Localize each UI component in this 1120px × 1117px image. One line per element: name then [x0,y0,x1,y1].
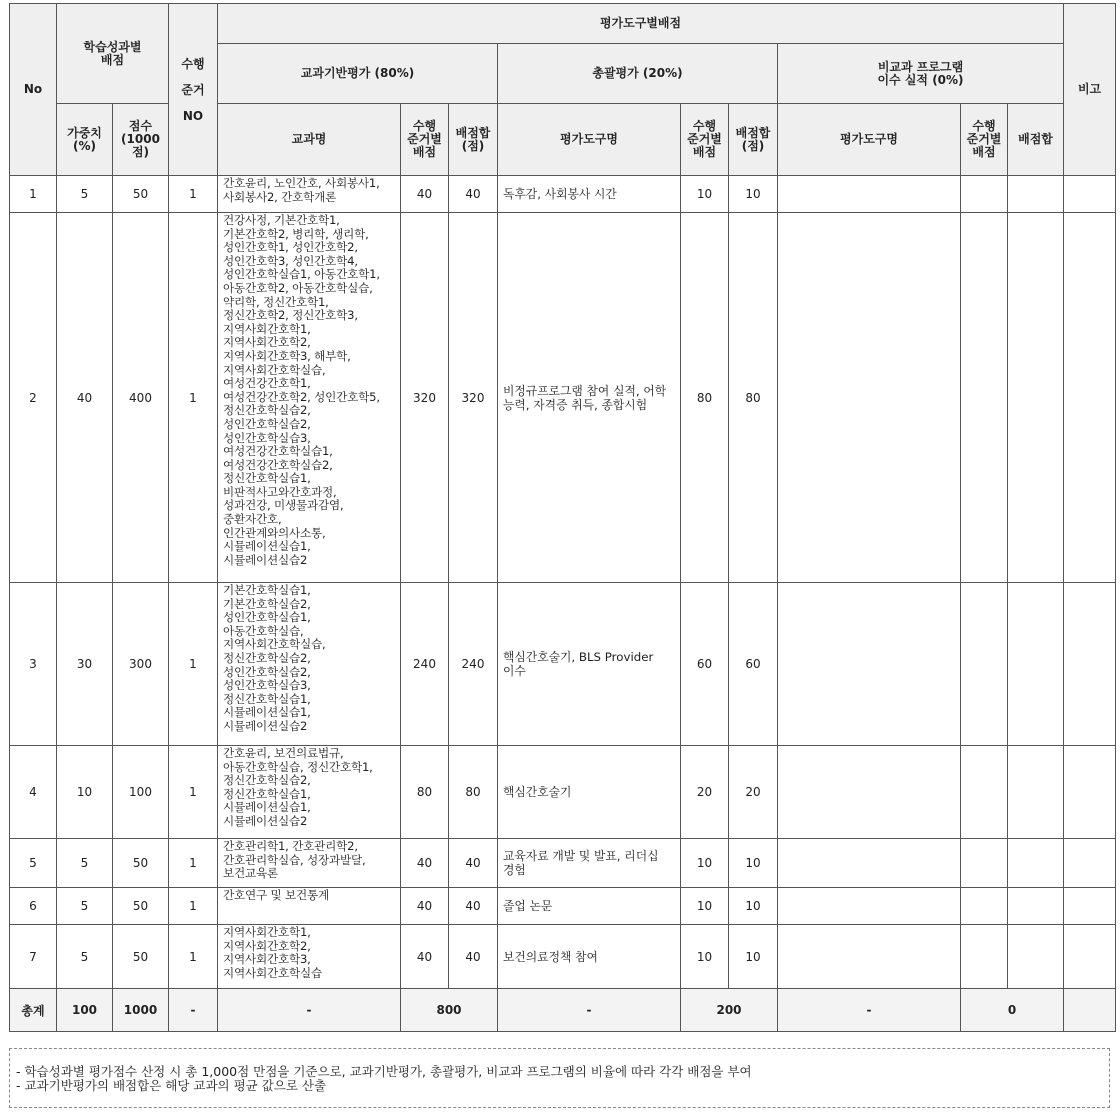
row-weight: 5 [57,839,113,888]
row-score: 50 [113,176,169,213]
row-comp-criteria-alloc: 10 [681,888,729,925]
row-nonsubject-criteria-alloc [961,925,1008,989]
header-nonsubject-tool-name: 평가도구명 [778,104,961,176]
row-comp-alloc-sum: 80 [729,213,778,583]
row-subjects: 간호윤리, 보건의료법규, 아동간호학실습, 정신간호학1, 정신간호학실습2, 정신간호학실습1, 시뮬레이션실습1, 시뮬레이션실습2 [218,746,401,839]
table-row [10,213,1116,583]
row-comp-alloc-sum: 10 [729,839,778,888]
row-no: 3 [10,583,57,746]
row-criteria-no: 1 [169,839,218,888]
row-score: 50 [113,925,169,989]
header-course-eval: 교과기반평가 (80%) [218,44,498,104]
footnote-line: - 학습성과별 평가점수 산정 시 총 1,000점 만점을 기준으로, 교과기반평가, 총괄평가, 비교과 프로그램의 비율에 따라 각각 배점을 부여 [16,1064,752,1079]
row-comp-alloc-sum: 10 [729,176,778,213]
row-nonsubject-tool-name [778,925,961,989]
row-criteria-no: 1 [169,746,218,839]
row-weight: 40 [57,213,113,583]
row-course-criteria-alloc: 40 [401,925,449,989]
total-nonsubject-sum: 0 [961,989,1064,1032]
header-remarks: 비고 [1064,4,1116,176]
row-nonsubject-alloc-sum [1008,839,1064,888]
header-learning-score-alloc: 학습성과별 배점 [57,4,169,104]
row-score: 50 [113,888,169,925]
header-criteria-no: 수행 준거 NO [169,4,218,176]
row-subjects: 지역사회간호학1, 지역사회간호학2, 지역사회간호학3, 지역사회간호학실습 [218,925,401,989]
row-comp-criteria-alloc: 80 [681,213,729,583]
row-weight: 5 [57,176,113,213]
row-comp-criteria-alloc: 10 [681,839,729,888]
row-criteria-no: 1 [169,925,218,989]
row-nonsubject-criteria-alloc [961,888,1008,925]
row-course-alloc-sum: 40 [449,839,498,888]
row-comp-tool-name: 교육자료 개발 및 발표, 리더십 경험 [498,839,681,888]
header-score: 점수 (1000점) [113,104,169,176]
header-weight: 가중치 (%) [57,104,113,176]
row-comp-alloc-sum: 10 [729,888,778,925]
total-nonsubject-tool: - [778,989,961,1032]
row-score: 50 [113,839,169,888]
header-no: No [10,4,57,176]
table-row [10,746,1116,839]
header-course-name: 교과명 [218,104,401,176]
row-course-criteria-alloc: 40 [401,888,449,925]
row-comp-criteria-alloc: 10 [681,925,729,989]
row-comp-alloc-sum: 60 [729,583,778,746]
row-weight: 5 [57,925,113,989]
row-score: 100 [113,746,169,839]
row-nonsubject-alloc-sum [1008,176,1064,213]
row-comp-alloc-sum: 20 [729,746,778,839]
total-criteria: - [169,989,218,1032]
row-weight: 10 [57,746,113,839]
row-course-criteria-alloc: 40 [401,176,449,213]
row-remarks [1064,746,1116,839]
row-criteria-no: 1 [169,176,218,213]
row-course-alloc-sum: 80 [449,746,498,839]
row-no: 4 [10,746,57,839]
row-course-criteria-alloc: 240 [401,583,449,746]
row-nonsubject-tool-name [778,839,961,888]
row-course-alloc-sum: 240 [449,583,498,746]
row-comp-tool-name: 비정규프로그램 참여 실적, 어학 능력, 자격증 취득, 종합시험 [498,213,681,583]
row-nonsubject-tool-name [778,213,961,583]
table-row [10,925,1116,989]
row-subjects: 간호관리학1, 간호관리학2, 간호관리학실습, 성장과발달, 보건교육론 [218,839,401,888]
row-nonsubject-criteria-alloc [961,176,1008,213]
row-nonsubject-alloc-sum [1008,925,1064,989]
row-remarks [1064,888,1116,925]
footnote-box [9,1048,1110,1108]
row-no: 7 [10,925,57,989]
row-nonsubject-tool-name [778,888,961,925]
header-course-alloc-sum: 배점합 (점) [449,104,498,176]
row-subjects: 기본간호학실습1, 기본간호학실습2, 성인간호학실습1, 아동간호학실습, 지역사회간호학실습, 정신간호학실습2, 성인간호학실습2, 성인간호학실습3, 정신간호학실습1, 시뮬레이션실습1, 시뮬레이션실습2 [218,583,401,746]
total-row [10,989,1116,1032]
row-no: 5 [10,839,57,888]
row-nonsubject-criteria-alloc [961,746,1008,839]
row-score: 300 [113,583,169,746]
row-subjects: 간호윤리, 노인간호, 사회봉사1, 사회봉사2, 간호학개론 [218,176,401,213]
row-no: 6 [10,888,57,925]
row-nonsubject-alloc-sum [1008,583,1064,746]
row-course-alloc-sum: 40 [449,176,498,213]
total-tool: - [498,989,681,1032]
total-label: 총계 [10,989,57,1032]
header-comprehensive-eval: 총괄평가 (20%) [498,44,778,104]
header-eval-tool-alloc: 평가도구별배점 [218,4,1064,44]
row-remarks [1064,925,1116,989]
row-comp-tool-name: 보건의료정책 참여 [498,925,681,989]
row-comp-tool-name: 핵심간호술기 [498,746,681,839]
row-remarks [1064,213,1116,583]
table-row [10,176,1116,213]
row-weight: 5 [57,888,113,925]
row-no: 2 [10,213,57,583]
table-row [10,839,1116,888]
row-nonsubject-tool-name [778,746,961,839]
header-course-criteria-alloc: 수행 준거별 배점 [401,104,449,176]
row-comp-tool-name: 졸업 논문 [498,888,681,925]
header-comp-criteria-alloc: 수행 준거별 배점 [681,104,729,176]
table-body [10,176,1116,989]
row-score: 400 [113,213,169,583]
row-criteria-no: 1 [169,888,218,925]
table-row [10,583,1116,746]
header-nonsubject-eval: 비교과 프로그램 이수 실적 (0%) [778,44,1064,104]
row-nonsubject-criteria-alloc [961,583,1008,746]
total-subjects: - [218,989,401,1032]
row-nonsubject-alloc-sum [1008,746,1064,839]
row-comp-criteria-alloc: 10 [681,176,729,213]
row-nonsubject-alloc-sum [1008,213,1064,583]
row-remarks [1064,176,1116,213]
row-nonsubject-tool-name [778,176,961,213]
header-comp-alloc-sum: 배점합 (점) [729,104,778,176]
row-subjects: 간호연구 및 보건통계 [218,888,401,925]
row-comp-tool-name: 핵심간호술기, BLS Provider 이수 [498,583,681,746]
row-weight: 30 [57,583,113,746]
row-course-alloc-sum: 320 [449,213,498,583]
total-course-sum: 800 [401,989,498,1032]
total-weight: 100 [57,989,113,1032]
total-remarks [1064,989,1116,1032]
row-course-alloc-sum: 40 [449,888,498,925]
row-no: 1 [10,176,57,213]
total-score: 1000 [113,989,169,1032]
row-criteria-no: 1 [169,213,218,583]
row-course-criteria-alloc: 80 [401,746,449,839]
row-remarks [1064,583,1116,746]
row-course-criteria-alloc: 40 [401,839,449,888]
row-nonsubject-criteria-alloc [961,213,1008,583]
row-criteria-no: 1 [169,583,218,746]
row-course-criteria-alloc: 320 [401,213,449,583]
row-comp-criteria-alloc: 60 [681,583,729,746]
row-subjects: 건강사정, 기본간호학1, 기본간호학2, 병리학, 생리학, 성인간호학1, 성인간호학2, 성인간호학3, 성인간호학4, 성인간호학실습1, 아동간호학1, 아동간호학2, 아동간호학실습, 약리학, 정신간호학1, 정신간호학2, 정신간호학3, 지역사회간호학1, 지역사회간호학2, 지역사회간호학3, 해부학, 지역사회간호학실습, 여성건강간호학1, 여성건강간호학2, 성인간호학5, 정신간호학실습2, 성인간호학실습2, 성인간호학실습3, 여성건강간호학실습1, 여성건강간호학실습2, 정신간호학실습1, 비판적사고와간호과정, 성과건강, 미생물과감염, 중환자간호, 인간관계와의사소통, 시뮬레이션실습1, 시뮬레이션실습2 [218,213,401,583]
table-row [10,888,1116,925]
row-nonsubject-criteria-alloc [961,839,1008,888]
total-comp-sum: 200 [681,989,778,1032]
row-remarks [1064,839,1116,888]
row-nonsubject-alloc-sum [1008,888,1064,925]
score-allocation-table [9,3,1116,1032]
header-nonsubject-alloc-sum: 배점합 [1008,104,1064,176]
row-comp-alloc-sum: 10 [729,925,778,989]
row-course-alloc-sum: 40 [449,925,498,989]
row-nonsubject-tool-name [778,583,961,746]
header-comp-tool-name: 평가도구명 [498,104,681,176]
header-nonsubject-criteria-alloc: 수행 준거별 배점 [961,104,1008,176]
row-comp-criteria-alloc: 20 [681,746,729,839]
row-comp-tool-name: 독후감, 사회봉사 시간 [498,176,681,213]
footnote-line: - 교과기반평가의 배점합은 해당 교과의 평균 값으로 산출 [16,1078,327,1093]
